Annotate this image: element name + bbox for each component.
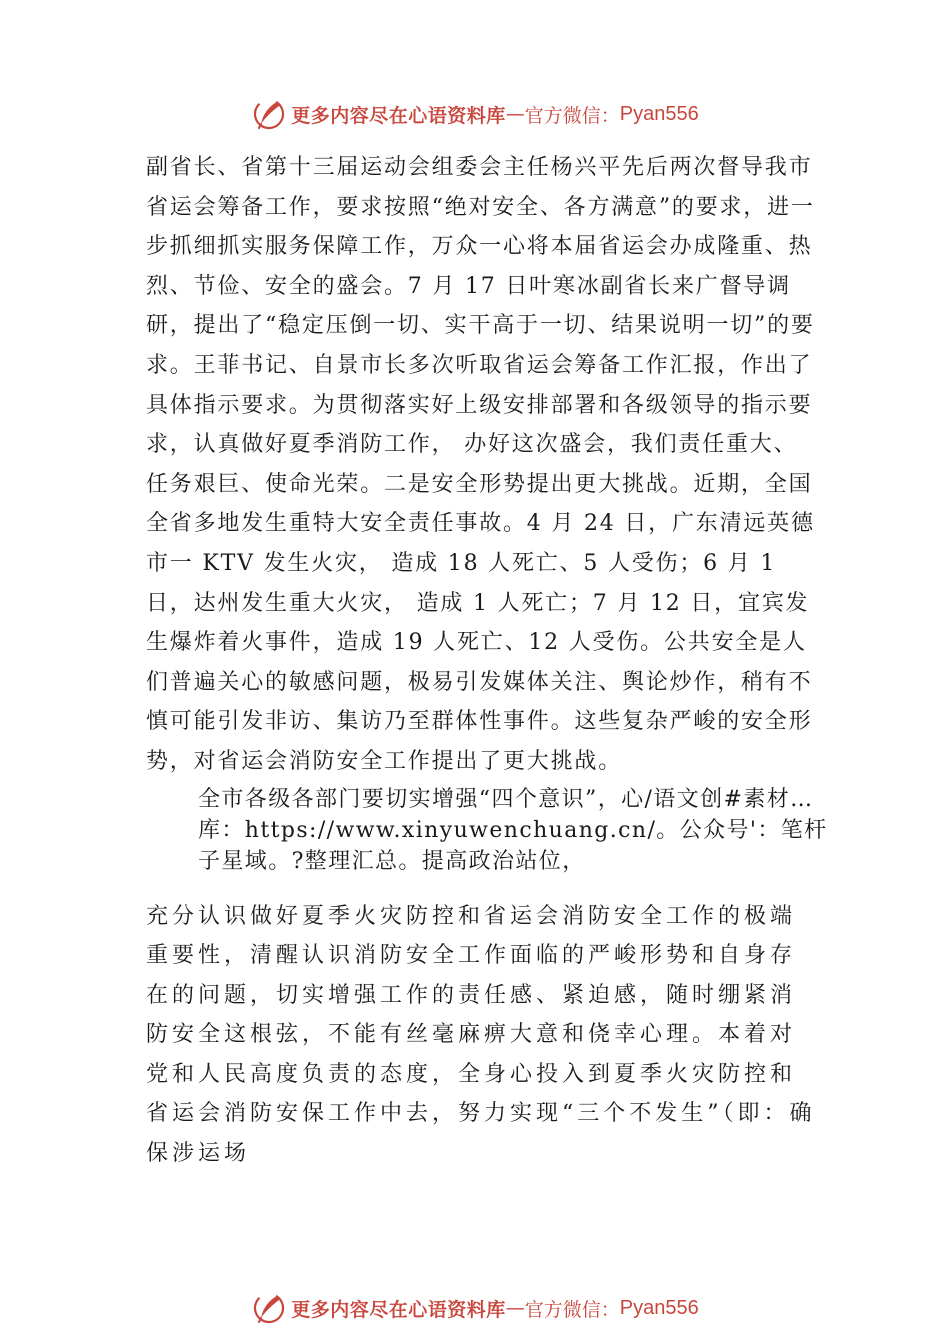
header-brand-text: 更多内容尽在心语资料库	[291, 104, 506, 127]
paragraph-1	[146, 148, 816, 782]
footer-separator: —	[505, 1297, 525, 1319]
header-wechat-label: 官方微信：	[524, 104, 620, 127]
header-separator: —	[505, 103, 525, 125]
paragraph-2	[198, 784, 828, 877]
footer-wechat-id: Pyan556	[619, 1296, 699, 1319]
paragraph-3	[146, 897, 816, 1174]
quill-logo-icon	[251, 96, 287, 132]
header-banner	[0, 92, 950, 136]
footer-brand-text: 更多内容尽在心语资料库	[291, 1298, 506, 1321]
quill-logo-icon	[251, 1290, 287, 1326]
paragraph-2-text: 全市各级各部门要切实增强“四个意识”，心/语文创#素材…库：https://www.xinyuwenchuang.cn/。公众号'：笔杆子星域。?整理汇总。提高政治站位，	[198, 786, 828, 874]
footer-wechat-label: 官方微信：	[524, 1298, 620, 1321]
footer-banner	[0, 1286, 950, 1330]
header-wechat-id: Pyan556	[619, 102, 699, 125]
paragraph-1-text: 副省长、省第十三届运动会组委会主任杨兴平先后两次督导我市省运会筹备工作，要求按照“绝对安全、各方满意”的要求，进一步抓细抓实服务保障工作，万众一心将本届省运会办成隆重、热烈、节俭、安全的盛会。7 月 17 日叶寒冰副省长来广督导调研，提出了“稳定压倒一切、实干高于一切、结果说明一切”的要求。王菲书记、自景市长多次听取省运会筹备工作汇报，作出了具体指示要求。为贯彻落实好上级安排部署和各级领导的指示要求，认真做好夏季消防工作， 办好这次盛会，我们责任重大、任务艰巨、使命光荣。二是安全形势提出更大挑战。近期，全国全省多地发生重特大安全责任事故。4 月 24 日，广东清远英德市一 KTV 发生火灾， 造成 18 人死亡、5 人受伤；6 月 1 日，达州发生重大火灾， 造成 1 人死亡；7 月 12 日，宜宾发生爆炸着火事件，造成 19 人死亡、12 人受伤。公共安全是人们普遍关心的敏感问题，极易引发媒体关注、舆论炒作，稍有不慎可能引发非访、集访乃至群体性事件。这些复杂严峻的安全形势，对省运会消防安全工作提出了更大挑战。	[146, 155, 815, 774]
paragraph-3-text: 充分认识做好夏季火灾防控和省运会消防安全工作的极端重要性，清醒认识消防安全工作面临的严峻形势和自身存在的问题，切实增强工作的责任感、紧迫感，随时绷紧消防安全这根弦，不能有丝毫麻痹大意和侥幸心理。本着对党和人民高度负责的态度，全身心投入到夏季火灾防控和省运会消防安保工作中去，努力实现“三个不发生”（即：确保涉运场	[146, 903, 816, 1167]
document-body	[146, 148, 828, 1174]
